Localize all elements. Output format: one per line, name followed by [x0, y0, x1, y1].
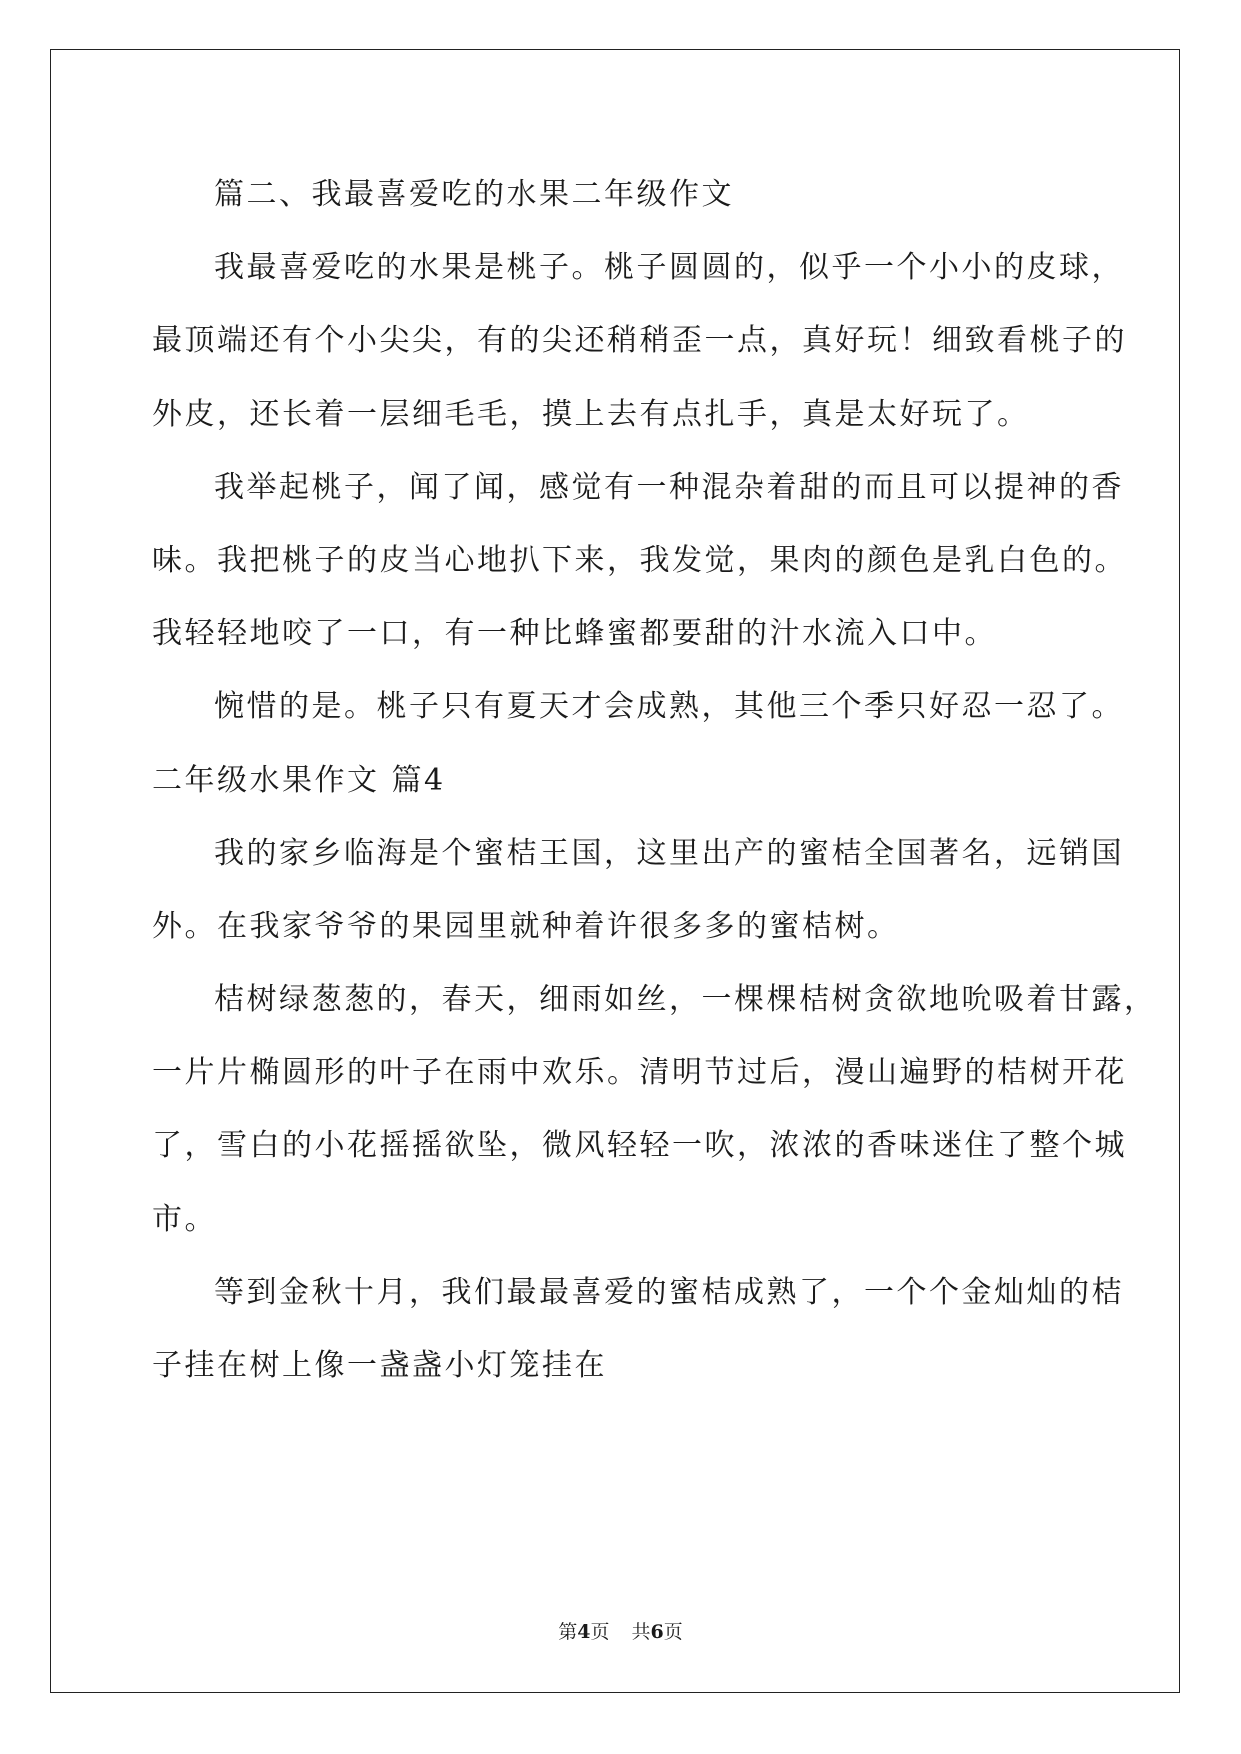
footer-total-prefix: 共 [631, 1621, 651, 1643]
footer-page-suffix: 页 [590, 1621, 610, 1643]
section-title: 篇二、我最喜爱吃的水果二年级作文 [214, 177, 734, 212]
footer-total-suffix: 页 [663, 1621, 683, 1643]
text-line: 子挂在树上像一盏盏小灯笼挂在 [152, 1348, 607, 1383]
page-footer [0, 1617, 1241, 1644]
text-line: 味。我把桃子的皮当心地扒下来，我发觉，果肉的颜色是乳白色的。 [152, 542, 1127, 578]
text-line: 我的家乡临海是个蜜桔王国，这里出产的蜜桔全国著名，远销国 [214, 835, 1124, 871]
text-line: 惋惜的是。桃子只有夏天才会成熟，其他三个季只好忍一忍了。 [214, 689, 1124, 725]
text-line: 我轻轻地咬了一口，有一种比蜂蜜都要甜的汁水流入口中。 [152, 616, 997, 652]
text-line: 桔树绿葱葱的，春天，细雨如丝，一棵棵桔树贪欲地吮吸着甘露， [214, 982, 1157, 1018]
total-pages-number: 6 [650, 1621, 664, 1643]
text-line: 一片片椭圆形的叶子在雨中欢乐。清明节过后，漫山遍野的桔树开花 [152, 1055, 1127, 1091]
text-line: 最顶端还有个小尖尖，有的尖还稍稍歪一点，真好玩！细致看桃子的 [152, 323, 1127, 359]
text-line: 外皮，还长着一层细毛毛，摸上去有点扎手，真是太好玩了。 [152, 396, 1030, 432]
text-line: 等到金秋十月，我们最最喜爱的蜜桔成熟了，一个个金灿灿的桔 [214, 1274, 1124, 1310]
text-line: 我举起桃子，闻了闻，感觉有一种混杂着甜的而且可以提神的香 [214, 469, 1124, 505]
current-page-number: 4 [577, 1621, 591, 1643]
footer-prefix: 第 [558, 1621, 578, 1643]
text-line: 市。 [152, 1201, 217, 1237]
text-line: 了，雪白的小花摇摇欲坠，微风轻轻一吹，浓浓的香味迷住了整个城 [152, 1128, 1127, 1164]
section-heading: 二年级水果作文 篇4 [152, 762, 446, 798]
text-line: 外。在我家爷爷的果园里就种着许很多多的蜜桔树。 [152, 908, 900, 944]
text-line: 我最喜爱吃的水果是桃子。桃子圆圆的，似乎一个小小的皮球， [214, 250, 1124, 286]
document-body [152, 158, 1157, 1402]
